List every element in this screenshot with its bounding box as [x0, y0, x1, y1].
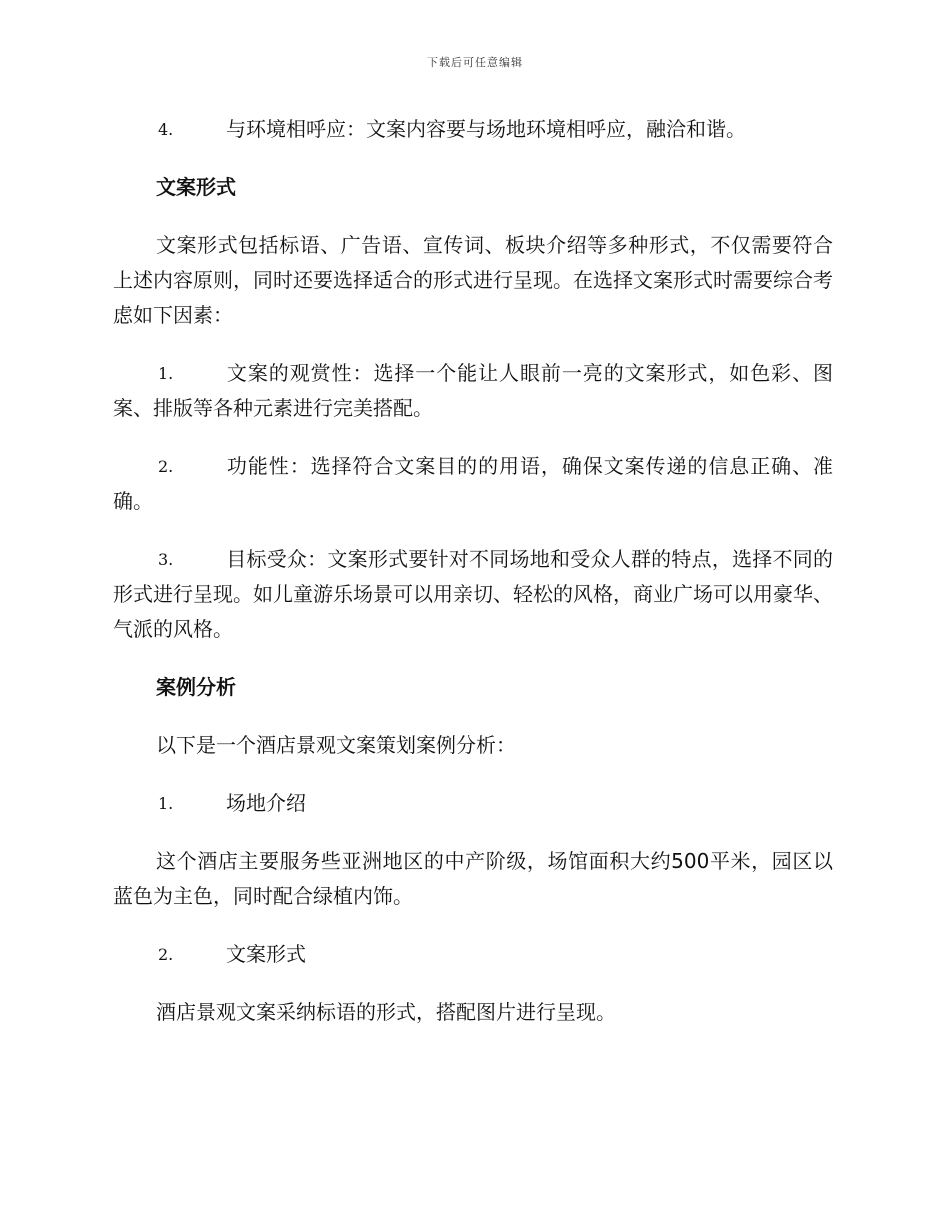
list-number: 1. [158, 794, 174, 813]
list-item-text: 场地介绍 [226, 791, 306, 815]
list-item-text: 文案的观赏性：选择一个能让人眼前一亮的文案形式，如色彩、图案、排版等各种元素进行完美搭配。 [113, 361, 833, 420]
page-content [113, 112, 833, 1053]
paragraph-case-intro: 以下是一个酒店景观文案策划案例分析： [156, 733, 516, 757]
list-item-environment [113, 112, 833, 147]
section-heading-copy-form: 文案形式 [156, 175, 236, 199]
section-heading-case-analysis: 案例分析 [156, 675, 236, 699]
paragraph-site-description: 这个酒店主要服务些亚洲地区的中产阶级，场馆面积大约500平米，园区以蓝色为主色，同时配合绿植内饰。 [113, 849, 833, 908]
list-item-text: 文案形式 [226, 942, 306, 966]
list-item-text: 功能性：选择符合文案目的的用语，确保文案传递的信息正确、准确。 [113, 454, 833, 513]
list-number: 3. [158, 550, 174, 569]
list-item-ornamental [113, 356, 833, 426]
list-item-text: 与环境相呼应：文案内容要与场地环境相呼应，融洽和谐。 [226, 117, 746, 141]
list-item-site-intro [113, 786, 833, 821]
list-item-functionality [113, 449, 833, 519]
page-header: 下载后可任意编辑 [427, 56, 523, 69]
paragraph-copy-form-intro: 文案形式包括标语、广告语、宣传词、板块介绍等多种形式，不仅需要符合上述内容原则，同时还要选择适合的形式进行呈现。在选择文案形式时需要综合考虑如下因素： [113, 233, 833, 327]
list-number: 2. [158, 945, 174, 964]
list-item-text: 目标受众：文案形式要针对不同场地和受众人群的特点，选择不同的形式进行呈现。如儿童游乐场景可以用亲切、轻松的风格，商业广场可以用豪华、气派的风格。 [113, 547, 833, 641]
list-number: 1. [158, 364, 174, 383]
list-number: 2. [158, 457, 174, 476]
list-item-copy-form [113, 937, 833, 972]
list-number: 4. [158, 120, 174, 139]
list-item-target-audience [113, 542, 833, 647]
paragraph-copy-form-description: 酒店景观文案采纳标语的形式，搭配图片进行呈现。 [156, 1000, 616, 1024]
